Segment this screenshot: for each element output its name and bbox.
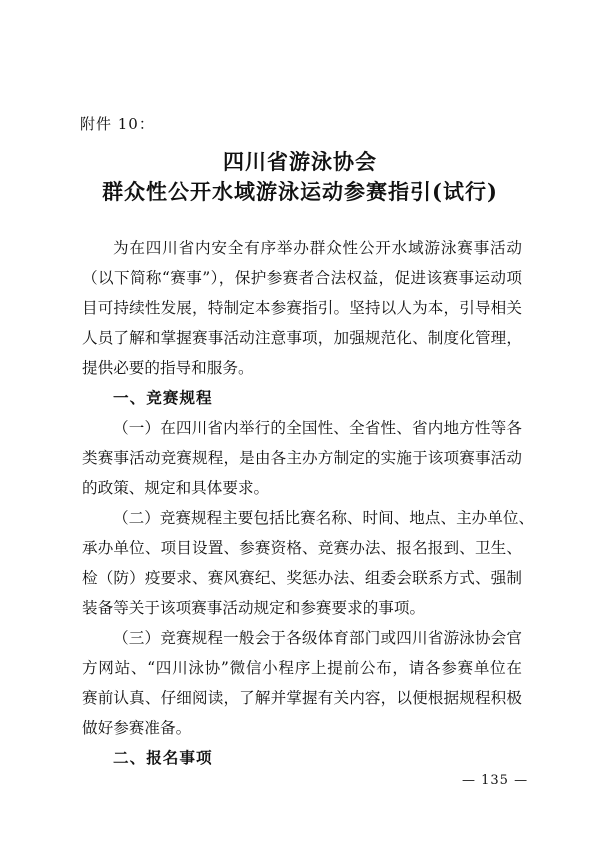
section1-p3-line: （三）竞赛规程一般会于各级体育部门或四川省游泳协会官	[113, 629, 522, 647]
section1-p3-line: 做好参赛准备。	[82, 719, 192, 737]
section2-heading: 二、报名事项	[113, 748, 213, 767]
document-title-line1: 四川省游泳协会	[223, 149, 377, 174]
section1-heading: 一、竞赛规程	[113, 388, 213, 407]
section1-p1-line: （一）在四川省内举行的全国性、全省性、省内地方性等各	[113, 419, 522, 437]
intro-line: 人员了解和掌握赛事活动注意事项，加强规范化、制度化管理，	[82, 329, 522, 347]
section1-p2-line: 装备等关于该项赛事活动规定和参赛要求的事项。	[82, 599, 426, 617]
document-title-line2: 群众性公开水域游泳运动参赛指引(试行)	[102, 179, 498, 204]
intro-line: 为在四川省内安全有序举办群众性公开水域游泳赛事活动	[113, 239, 522, 257]
intro-line: 目可持续性发展，特制定本参赛指引。坚持以人为本，引导相关	[82, 299, 522, 317]
section1-p1-line: 的政策、规定和具体要求。	[82, 479, 270, 497]
section1-p3-line: 方网站、“四川泳协”微信小程序上提前公布，请各参赛单位在	[82, 659, 522, 677]
section1-p1-line: 类赛事活动竞赛规程，是由各主办方制定的实施于该项赛事活动	[82, 449, 522, 467]
section1-p2-line: （二）竞赛规程主要包括比赛名称、时间、地点、主办单位、	[113, 509, 535, 527]
attachment-label: 附件 10：	[80, 115, 155, 133]
page-number: — 135 —	[462, 773, 529, 788]
section1-p3-line: 赛前认真、仔细阅读，了解并掌握有关内容，以便根据规程积极	[82, 689, 522, 707]
intro-line: 提供必要的指导和服务。	[82, 359, 254, 377]
section1-p2-line: 检（防）疫要求、赛风赛纪、奖惩办法、组委会联系方式、强制	[82, 569, 522, 587]
section1-p2-line: 承办单位、项目设置、参赛资格、竞赛办法、报名报到、卫生、	[82, 539, 522, 557]
intro-line: （以下简称“赛事”），保护参赛者合法权益，促进该赛事运动项	[82, 269, 522, 287]
